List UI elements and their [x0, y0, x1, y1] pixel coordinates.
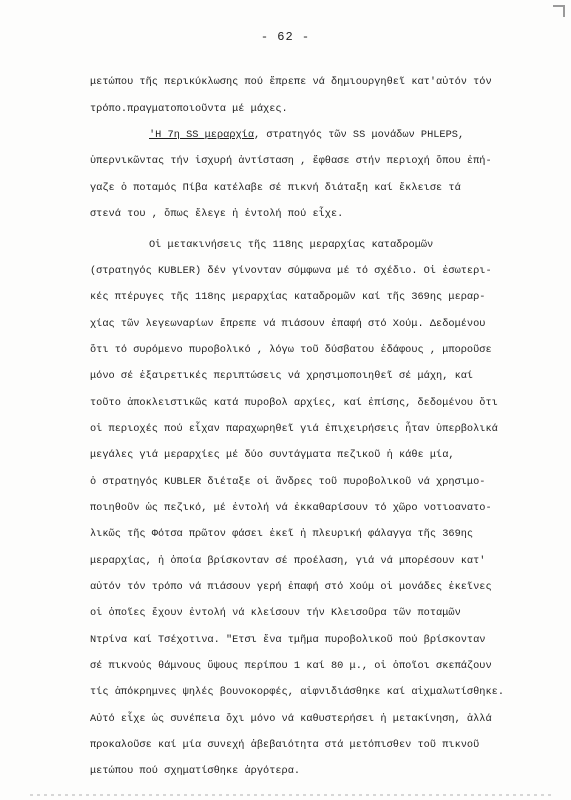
text-line: μεραρχίας, ἡ ὁποία βρίσκονταν σέ προέλαση, γιά νά μπορέσουν κατ'	[90, 555, 486, 567]
text-line: χίας τῶν λεγεωναρίων ἔπρεπε νά πιάσουν ἐπαφή στό Χούμ. Δεδομένου	[90, 318, 486, 330]
text-line: ποιηθοῦν ὡς πεζικό, μέ ἐντολή νά ἐκκαθαρίσουν τό χῶρο νοτιοανατο-	[90, 502, 492, 514]
page-number: - 62 -	[260, 30, 311, 44]
text-line: αὐτόν τόν τρόπο νά πιάσουν γερή ἐπαφή στό Χούμ οἱ μονάδες ἐκεῖνες	[90, 581, 492, 593]
text-line: μόνο σέ ἐξαιρετικές περιπτώσεις νά χρησιμοποιηθεῖ σέ μάχη, καί	[90, 370, 474, 382]
text-line: ὑπερνικῶντας τήν ἰσχυρή ἀντίσταση , ἔφθασε στήν περιοχή ὅπου ἐπή-	[90, 155, 492, 167]
text-line: μετώπου πού σχηματίσθηκε ἀργότερα.	[90, 765, 301, 777]
text-line: ὅτι τό συρόμενο πυροβολικό , λόγω τοῦ δύσβατου ἐδάφους , μποροῦσε	[90, 344, 492, 356]
text-line: Ντρίνα καί Τσέχοτινα. "Ετσι ἕνα τμῆμα πυροβολικοῦ πού βρίσκονταν	[90, 634, 486, 646]
scan-edge-noise	[30, 794, 551, 796]
text-line: λικῶς τῆς Φότσα πρῶτον φάσει ἐκεῖ ἡ πλευρική φάλαγγα τῆς 369ης	[90, 528, 474, 540]
division-heading-underline: 'Η 7η SS μεραρχία	[149, 129, 255, 141]
text-line: μεγάλες γιά μεραρχίες μέ δύο συντάγματα πεζικοῦ ἡ κάθε μία,	[90, 449, 455, 461]
text-line: ὁ στρατηγός KUBLER διέταξε οἱ ἄνδρες τοῦ πυροβολικοῦ νά χρησιμο-	[90, 476, 486, 488]
text-line: οἱ ὁποῖες ἔχουν ἐντολή νά κλείσουν τήν Κλεισοῦρα τῶν ποταμῶν	[90, 607, 461, 619]
text-line: οἱ περιοχές πού εἶχαν παραχωρηθεῖ γιά ἐπιχειρήσεις ἦταν ὑπερβολικά	[90, 423, 498, 435]
text-line: 'Η 7η SS μεραρχία, στρατηγός τῶν SS μονάδων PHLEPS,	[149, 129, 465, 141]
text-line: τρόπο.πραγματοποιοῦντα μέ μάχες.	[90, 103, 288, 115]
text-line: κές πτέρυγες τῆς 118ης μεραρχίας καταδρομῶν καί τῆς 369ης μεραρ-	[90, 291, 486, 303]
text-line: (στρατηγός KUBLER) δέν γίνονταν σύμφωνα μέ τό σχέδιο. Οἱ ἐσωτερι-	[90, 265, 492, 277]
text-line: Αὐτό εἶχε ὡς συνέπεια ὄχι μόνο νά καθυστερήσει ἡ μετακίνηση, ἀλλά	[90, 713, 492, 725]
corner-crop-mark	[553, 5, 565, 17]
text-line: σέ πικνούς θάμνους ὕψους περίπου 1 καί 80 μ., οἱ ὁποῖοι σκεπάζουν	[90, 660, 492, 672]
text-line: γαζε ὁ ποταμός Πίβα κατέλαβε σέ πικνή διάταξη καί ἔκλεισε τά	[90, 182, 461, 194]
text-line: Οἱ μετακινήσεις τῆς 118ης μεραρχίας καταδρομῶν	[149, 239, 434, 251]
text-line: στενά του , ὅπως ἔλεγε ἡ ἐντολή πού εἶχε.	[90, 208, 344, 220]
text-line: προκαλοῦσε καί μία συνεχή ἀβεβαιότητα στά μετόπισθεν τοῦ πικνοῦ	[90, 739, 480, 751]
text-line: μετώπου τῆς περικύκλωσης πού ἔπρεπε νά δημιουργηθεῖ κατ'αὐτόν τόν	[90, 76, 492, 88]
text-line: τοῦτο ἀποκλειστικῶς κατά πυροβολ αρχίες, καί ἐπίσης, δεδομένου ὅτι	[90, 397, 498, 409]
text-line: τίς ἀπόκρημνες ψηλές βουνοκορφές, αἰφνιδιάσθηκε καί αἰχμαλωτίσθηκε.	[90, 686, 505, 698]
